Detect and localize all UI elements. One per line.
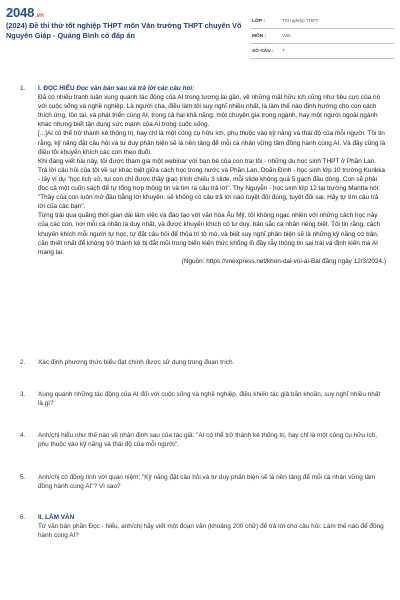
section-title-reading [38, 84, 386, 93]
section-title-writing: II. LÀM VĂN [38, 514, 75, 521]
logo-domain-text: .vn [35, 13, 44, 19]
question-number: 1. [20, 85, 26, 92]
question-text: Anh/chị hiểu như thế nào về nhận định sau của tác giả: "AI có thể trở thành kẻ thống trị, hay chỉ là một công cụ hữu ích, phụ thuộc vào kỹ năng và thái độ của mỗi người". [38, 432, 378, 448]
reading-passage [38, 93, 386, 266]
question-number: 6. [20, 514, 26, 521]
meta-row-subject [250, 29, 394, 44]
question-body [38, 84, 386, 266]
meta-value: Văn [280, 29, 394, 44]
meta-key: LỚP : [250, 14, 280, 29]
meta-row-count [250, 44, 394, 59]
meta-key: MÔN : [250, 29, 280, 44]
question-text: Xung quanh những tác động của AI đối với cuộc sống và nghề nghiệp, điều khiến tác giả băn khoăn, suy nghĩ nhiều nhất là gì? [38, 391, 381, 407]
site-logo[interactable] [6, 5, 44, 20]
question-text: Xác định phương thức biểu đạt chính được sử dụng trong đoạn trích. [38, 359, 235, 366]
header [0, 0, 400, 62]
question-number: 4. [20, 432, 26, 439]
meta-key: SỐ CÂU : [250, 44, 280, 59]
question-text: Từ văn bản phần Đọc - hiểu, anh/chị hãy viết một đoạn văn (khoảng 200 chữ) để trả lời cho câu hỏi: Làm thế nào để đồng hành cùng AI? [38, 522, 384, 539]
document-title: (2024) Đề thi thử tốt nghiệp THPT môn Văn trường THPT chuyên Võ Nguyên Giáp - Quảng Bình có đáp án [6, 21, 242, 40]
question-body [38, 514, 386, 541]
passage-paragraph: Từng trải qua quãng thời gian dài làm việc và đào tạo với văn hóa Âu Mỹ, tôi không ngạc nhiên với những cách học này của các con, nơi mỗi cá nhân là duy nhất, và được khuyến khích có tư duy, bản sắc cá nhân riêng biệt. Tôi tin rằng, cách khuyến khích mỗi người tự học, tự đặt câu hỏi để thỏa trí tò mò, và biết suy nghĩ phản biện sẽ là những kỹ năng cơ bản, cần thiết nhất để không trở thành kẻ bị đắt mũi trong biển kiến thức khổng lồ đầy rẫy thông tin sai trái và định kiến mà AI mang lại. [38, 212, 381, 256]
passage-paragraph: Khi đang viết bài này, tôi được tham gia một webinar với bạn bè của con trai tôi - những du học sinh THPT ở Phần Lan. Trả lời câu hỏi của tôi về sự khác biệt giữa cách học trong nước và Phần Lan, Doãn Đình - học sinh lớp 10 trường Kurikka - lấy ví dụ "học lịch sử, tụi con chỉ được thầy giao trình chiếu 3 slide, mỗi slide không quá 5 gạch đầu dòng. Con sẽ phải đọc cả một cuốn sách để tự tổng hợp thông tin và tìm ra câu trả lời". Thy Nguyễn - học sinh lớp 12 tại trường Mantta nói: "Thầy của con luôn mở đầu bằng lời khuyên: sẽ không có câu trả lời nào tuyệt đối đúng, tuyệt đối sai. Hãy tự tìm câu trả lời của các bạn". [38, 157, 385, 211]
meta-value: 7 [280, 44, 394, 59]
exam-meta-table [250, 14, 394, 59]
section-instruction: Đọc văn bản sau và trả lời các câu hỏi: [76, 85, 195, 92]
question-number: 2. [20, 359, 26, 366]
meta-value: Tốt nghiệp THPT [280, 14, 394, 29]
passage-paragraph: Đã có nhiều tranh luận xung quanh tác động của AI trong tương lai gần, về những mặt hữu ích cũng như tiêu cực của nó với cuộc sống và nghề nghiệp. Là người cha, điều làm tôi suy nghĩ nhiều nhất, là làm thế nào định hướng cho con cách thích ứng, tồn tại, và phát triển cùng AI, trong cả hai khả năng: một chuyên gia trong ngành, hay một người ngoài ngành khác nhưng biết tận dụng sức mạnh của AI trong cuộc sống. [38, 94, 381, 129]
passage-source: (Nguồn: https://vnexpress.net/khon-dai-voi-ai-Bài đăng ngày 12/3/2024.) [181, 257, 386, 265]
logo-main-text: 2048 [6, 5, 35, 20]
meta-row-class [250, 14, 394, 29]
question-text: Anh/chị có đồng tình với quan niệm: "Kỹ năng đặt câu hỏi và tư duy phản biện sẽ là nền tảng để mỗi cá nhân vững tâm đồng hành cùng AI"? Vì sao? [38, 474, 376, 490]
section-title-text: I. ĐỌC HIỂU [38, 85, 75, 92]
question-number: 3. [20, 391, 26, 398]
passage-paragraph: [...]AI có thể trở thành kẻ thống trị, hay chỉ là một công cụ hữu ích, phụ thuộc vào kỹ năng và thái độ của mỗi người. Tôi tin rằng, kỹ năng đặt câu hỏi và tư duy phản biện sẽ là nền tảng để mỗi cá nhân vững tâm đồng hành cùng AI. Và đây cũng là điều tôi khuyến khích các con theo đuổi. [38, 130, 386, 156]
question-number: 5. [20, 474, 26, 481]
